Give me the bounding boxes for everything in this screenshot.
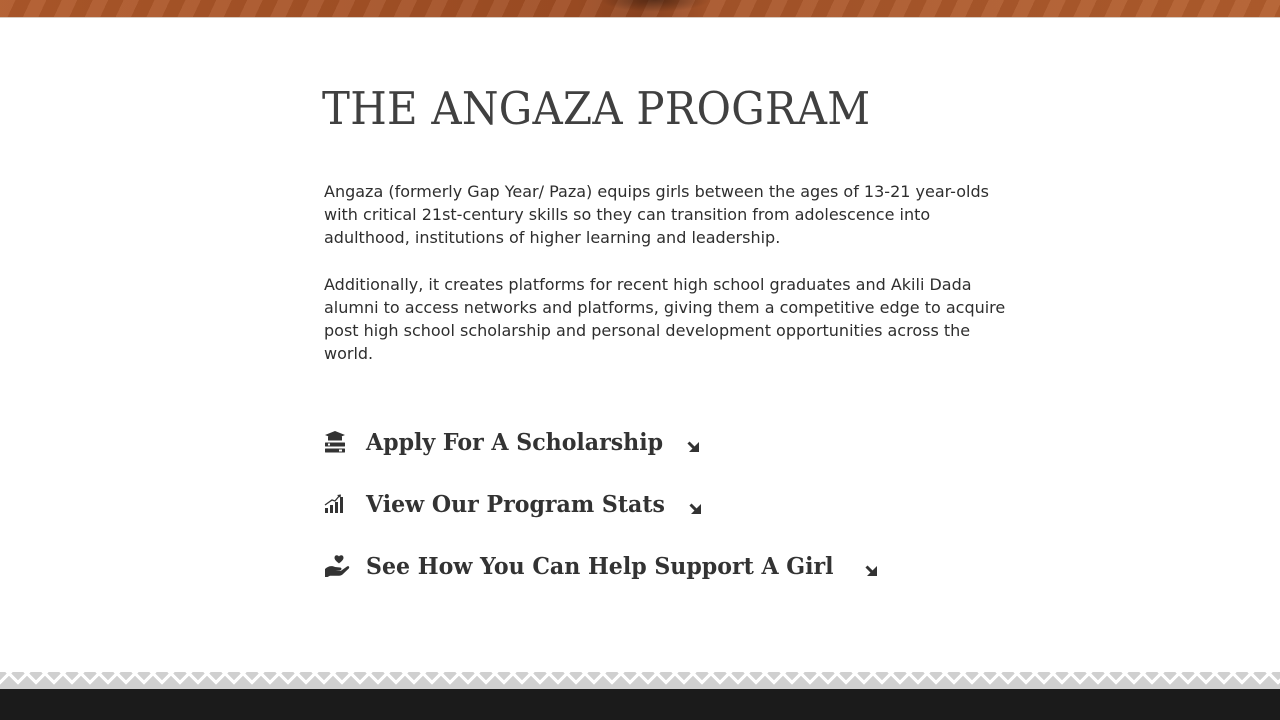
program-links — [324, 427, 1022, 581]
view-program-stats-link[interactable] — [324, 489, 1022, 519]
view-program-stats-label: View Our Program Stats — [366, 490, 665, 518]
program-description: Angaza (formerly Gap Year/ Paza) equips girls between the ages of 13-21 year-olds with critical 21st-century skills so they can transition from adolescence into adulthood, institutions of higher learning and leadership. — [324, 182, 989, 247]
apply-scholarship-link[interactable] — [324, 427, 1022, 457]
arrow-down-right-icon — [685, 438, 701, 454]
hero-banner-shadow — [600, 0, 710, 12]
support-a-girl-link[interactable] — [324, 551, 1022, 581]
footer-decorative-border — [0, 672, 1280, 689]
bar-chart-icon — [324, 491, 350, 517]
support-a-girl-label: See How You Can Help Support A Girl — [366, 552, 834, 580]
arrow-down-right-icon — [687, 500, 703, 516]
program-additional-info: Additionally, it creates platforms for recent high school graduates and Akili Dada alumni to access networks and platforms, giving them a competitive edge to acquire post high school scholarship and personal development opportunities across the world. — [324, 275, 1006, 363]
site-footer — [0, 689, 1280, 720]
hero-banner-strip — [0, 0, 1280, 18]
hand-heart-icon — [324, 553, 350, 579]
apply-scholarship-label: Apply For A Scholarship — [366, 428, 664, 456]
arrow-down-right-icon — [863, 562, 879, 578]
graduation-books-icon — [324, 429, 350, 455]
page-title: THE ANGAZA PROGRAM — [322, 82, 871, 135]
program-section — [322, 80, 1022, 613]
